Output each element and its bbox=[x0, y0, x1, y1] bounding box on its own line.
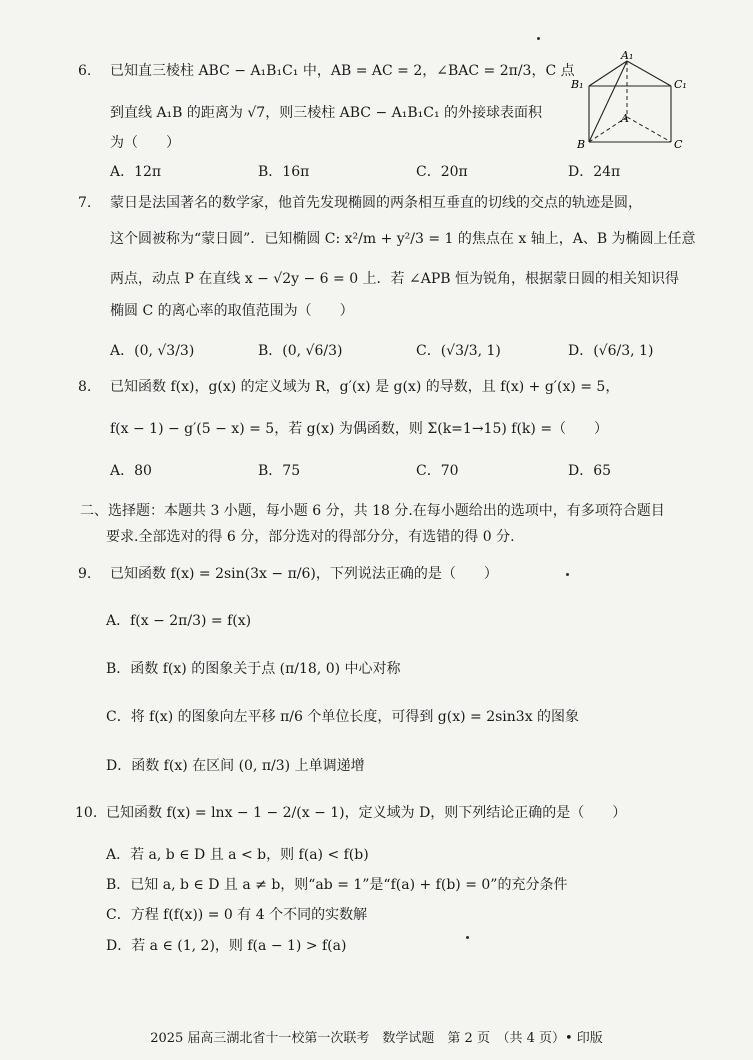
question-10-option-a: A．若 a, b ∈ D 且 a < b，则 f(a) < f(b) bbox=[106, 847, 369, 863]
question-6-option-a: A．12π bbox=[110, 164, 162, 180]
figure-label-a: A bbox=[621, 112, 629, 125]
question-10-option-d: D．若 a ∈ (1, 2)，则 f(a − 1) > f(a) bbox=[106, 938, 347, 954]
question-6-option-b: B．16π bbox=[258, 164, 310, 180]
question-7-option-d: D．(√6/3, 1) bbox=[568, 343, 654, 359]
question-10-stem: 已知函数 f(x) = lnx − 1 − 2/(x − 1)，定义域为 D，则下列结论正确的是（ ） bbox=[106, 805, 627, 821]
question-10-option-b: B．已知 a, b ∈ D 且 a ≠ b，则“ab = 1”是“f(a) + f(b) = 0”的充分条件 bbox=[106, 877, 568, 893]
question-9-number: 9. bbox=[78, 566, 92, 582]
question-10-option-c: C．方程 f(f(x)) = 0 有 4 个不同的实数解 bbox=[106, 907, 368, 923]
question-9-option-b: B．函数 f(x) 的图象关于点 (π/18, 0) 中心对称 bbox=[106, 661, 401, 677]
question-8-option-d: D．65 bbox=[568, 463, 612, 479]
question-7-line-4: 椭圆 C 的离心率的取值范围为（ ） bbox=[110, 303, 354, 319]
question-8-option-b: B．75 bbox=[258, 463, 301, 479]
scan-speck bbox=[566, 573, 569, 576]
figure-label-c1: C₁ bbox=[674, 78, 687, 91]
question-9-option-c: C．将 f(x) 的图象向左平移 π/6 个单位长度，可得到 g(x) = 2sin3x 的图象 bbox=[106, 709, 580, 725]
question-7-number: 7. bbox=[78, 195, 92, 211]
question-10-number: 10. bbox=[75, 805, 98, 821]
question-7-option-c: C．(√3/3, 1) bbox=[416, 343, 501, 359]
question-6-line-2: 到直线 A₁B 的距离为 √7，则三棱柱 ABC − A₁B₁C₁ 的外接球表面积 bbox=[110, 105, 543, 121]
question-9-stem: 已知函数 f(x) = 2sin(3x − π/6)，下列说法正确的是（ ） bbox=[110, 566, 498, 582]
question-9-option-d: D．函数 f(x) 在区间 (0, π/3) 上单调递增 bbox=[106, 758, 365, 774]
question-6-line-3: 为（ ） bbox=[110, 135, 180, 151]
figure-label-a1: A₁ bbox=[621, 50, 634, 62]
figure-label-b1: B₁ bbox=[571, 78, 584, 91]
question-7-option-a: A．(0, √3/3) bbox=[110, 343, 195, 359]
scan-speck bbox=[537, 37, 540, 40]
question-8-line-1: 已知函数 f(x)，g(x) 的定义域为 R，g′(x) 是 g(x) 的导数，且 f(x) + g′(x) = 5， bbox=[110, 379, 620, 395]
prism-figure bbox=[565, 50, 695, 150]
question-8-number: 8. bbox=[78, 379, 92, 395]
question-8-line-2: f(x − 1) − g′(5 − x) = 5，若 g(x) 为偶函数，则 Σ(k=1→15) f(k) =（ ） bbox=[110, 421, 609, 437]
question-9-option-a: A．f(x − 2π/3) = f(x) bbox=[106, 613, 252, 629]
page-footer: 2025 届高三湖北省十一校第一次联考 数学试题 第 2 页 （共 4 页）• 印版 bbox=[150, 1031, 603, 1046]
question-7-line-1: 蒙日是法国著名的数学家，他首先发现椭圆的两条相互垂直的切线的交点的轨迹是圆， bbox=[110, 195, 642, 211]
section-2-heading-line-2: 要求.全部选对的得 6 分，部分选对的得部分分，有选错的得 0 分. bbox=[106, 529, 515, 545]
question-8-option-a: A．80 bbox=[110, 463, 152, 479]
question-6-number: 6. bbox=[78, 63, 92, 79]
question-7-line-3: 两点，动点 P 在直线 x − √2y − 6 = 0 上．若 ∠APB 恒为锐角，根据蒙日圆的相关知识得 bbox=[110, 271, 680, 287]
section-2-heading-line-1: 二、选择题：本题共 3 小题，每小题 6 分，共 18 分.在每小题给出的选项中，有多项符合题目 bbox=[80, 503, 665, 519]
question-7-line-2: 这个圆被称为“蒙日圆”．已知椭圆 C: x²/m + y²/3 = 1 的焦点在 x 轴上，A、B 为椭圆上任意 bbox=[110, 231, 696, 247]
scan-speck bbox=[466, 936, 469, 939]
question-6-option-c: C．20π bbox=[416, 164, 468, 180]
question-6-line-1: 已知直三棱柱 ABC − A₁B₁C₁ 中，AB = AC = 2，∠BAC = 2π/3，C 点 bbox=[110, 63, 575, 79]
question-6-option-d: D．24π bbox=[568, 164, 621, 180]
figure-label-b: B bbox=[577, 138, 586, 150]
figure-label-c: C bbox=[674, 138, 683, 150]
question-7-option-b: B．(0, √6/3) bbox=[258, 343, 343, 359]
question-8-option-c: C．70 bbox=[416, 463, 459, 479]
